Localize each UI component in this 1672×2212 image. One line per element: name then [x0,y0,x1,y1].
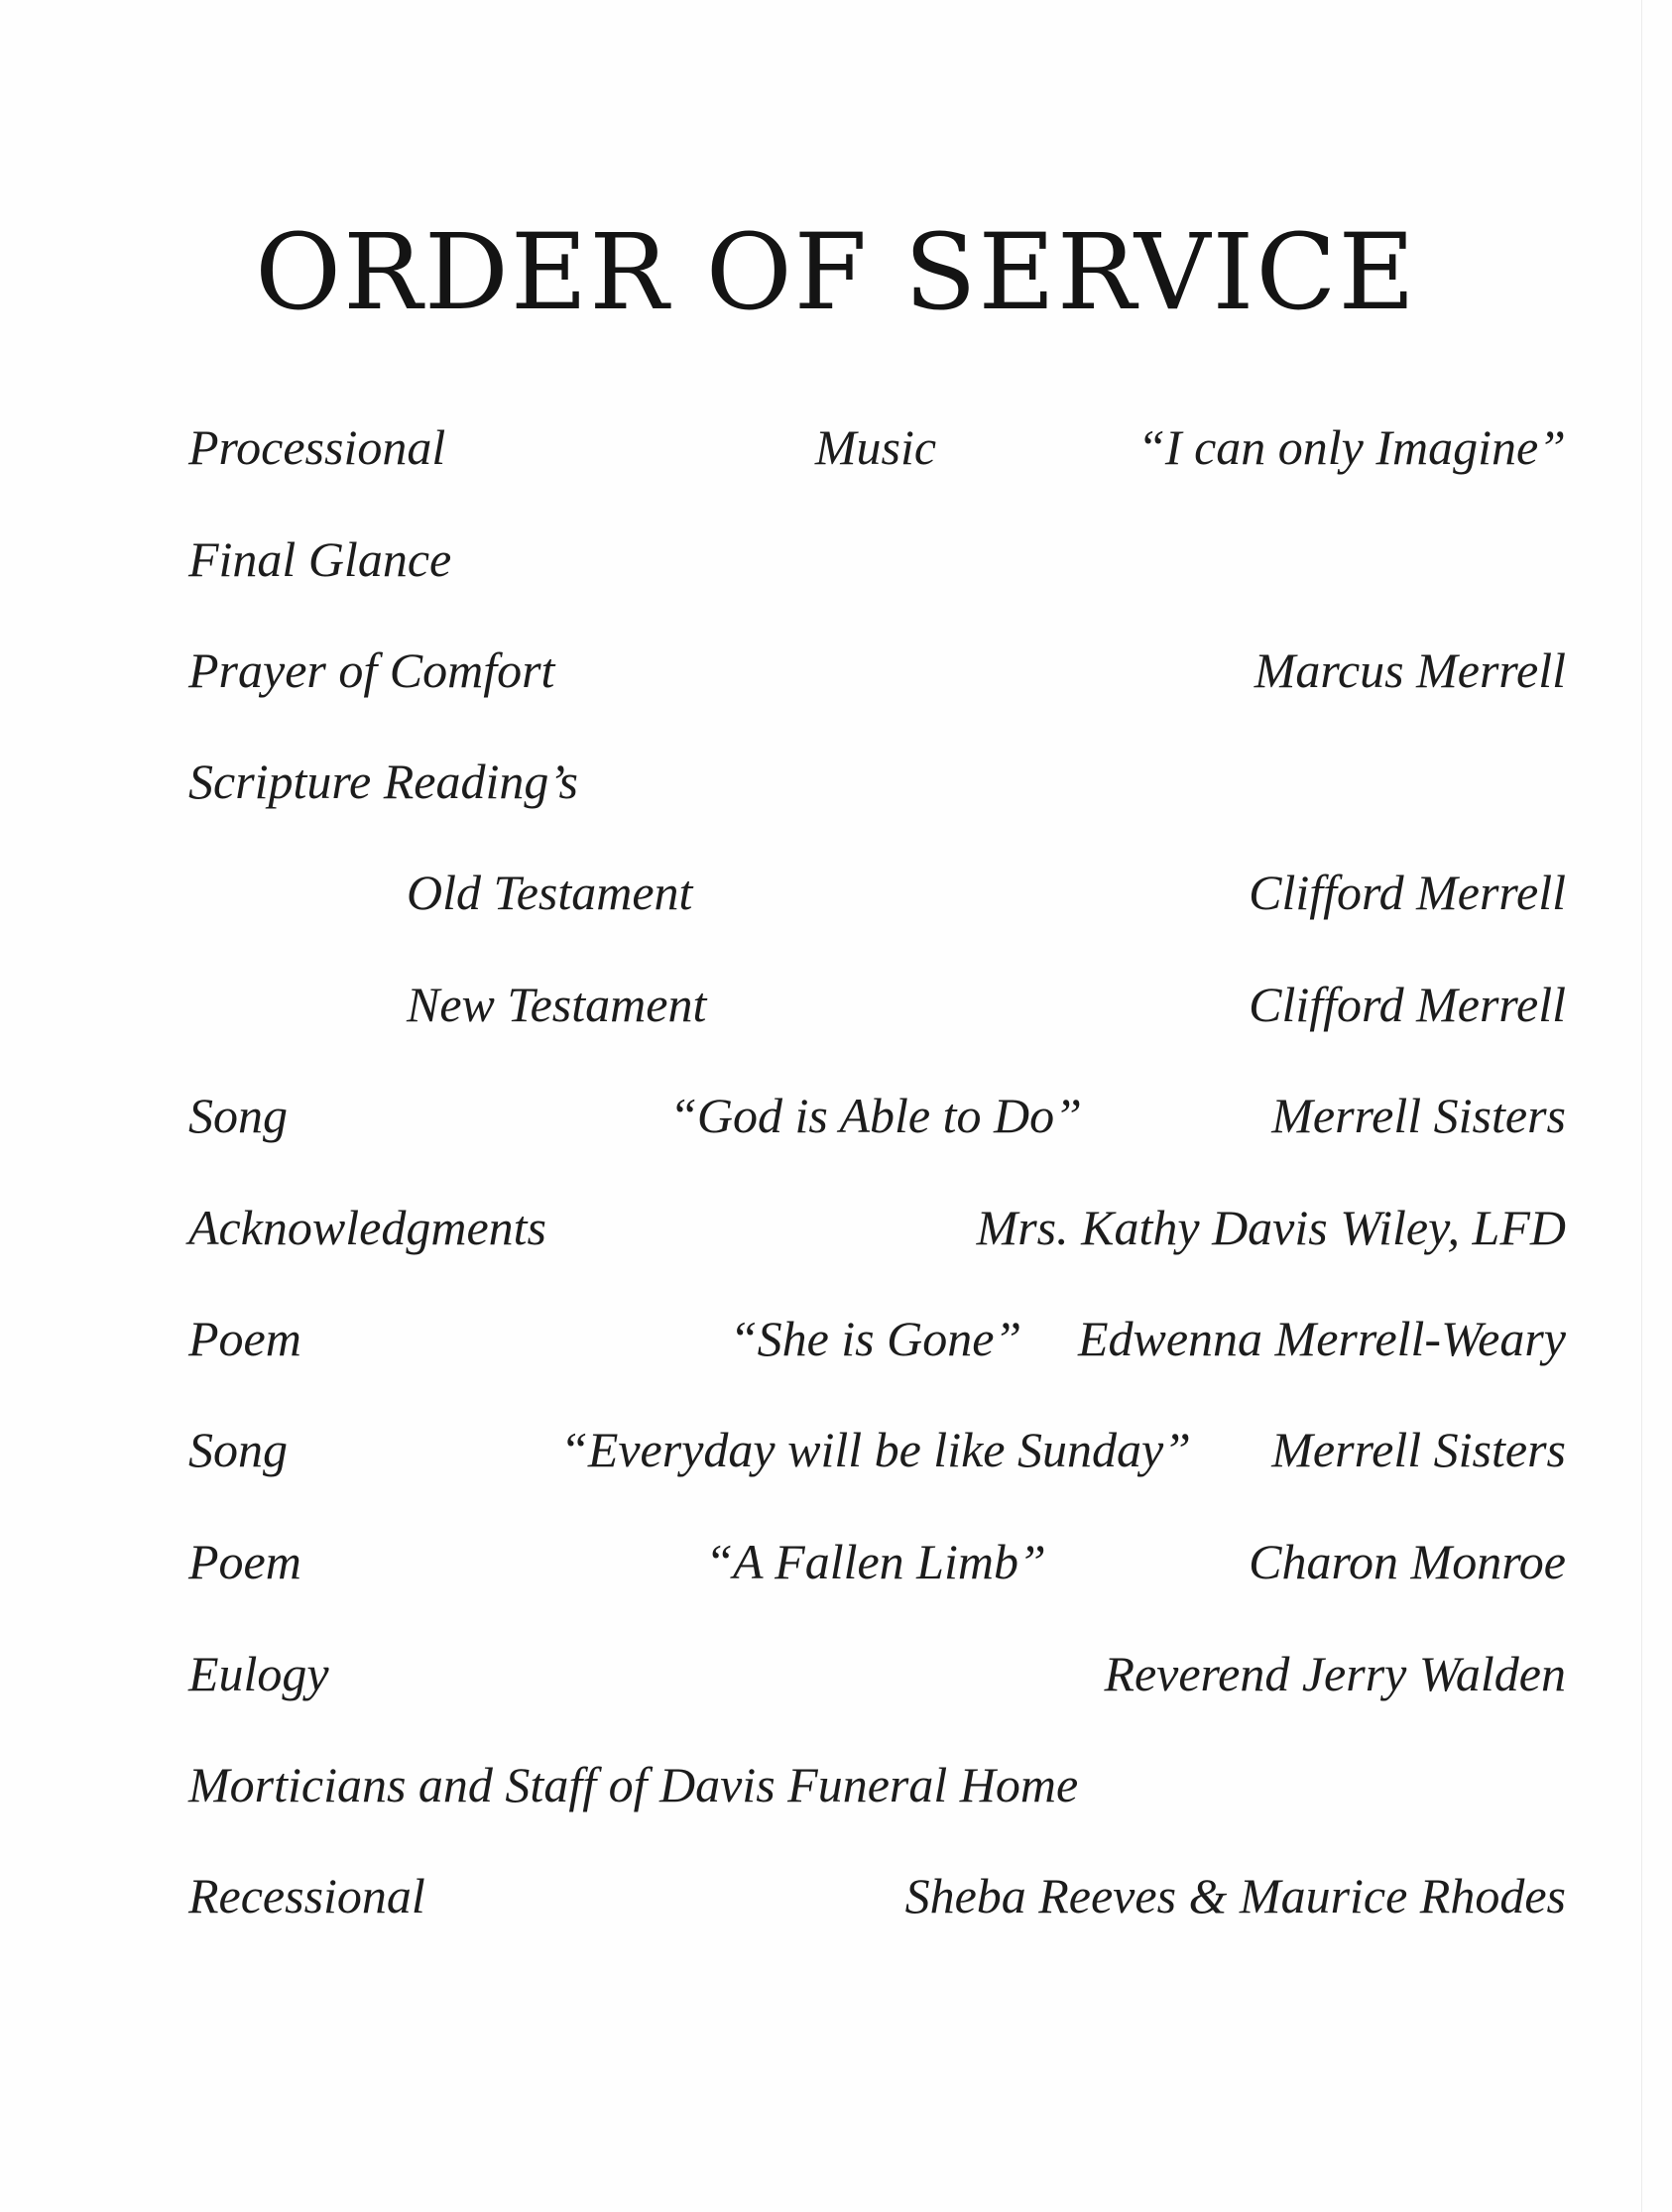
row-label: New Testament [407,977,707,1032]
row-right: Marcus Merrell [1254,642,1566,698]
row-middle: “She is Gone” [729,1311,1022,1366]
row-label: Morticians and Staff of Davis Funeral Home [188,1757,1079,1812]
row-middle: “God is Able to Do” [669,1088,1082,1143]
row-right: Sheba Reeves & Maurice Rhodes [904,1868,1566,1923]
row-label: Final Glance [188,531,452,587]
row-label: Old Testament [407,865,693,920]
row-right: “I can only Imagine” [1137,419,1566,475]
row-right: Merrell Sisters [1271,1088,1566,1143]
service-row-poem-1 [0,1309,1672,1378]
row-right: Charon Monroe [1249,1534,1566,1589]
row-right: Edwenna Merrell-Weary [1077,1311,1566,1366]
row-right: Merrell Sisters [1271,1422,1566,1477]
row-label: Song [188,1088,288,1143]
row-label: Poem [188,1534,301,1589]
row-label: Acknowledgments [188,1200,547,1255]
service-row-old-testament [0,863,1672,932]
service-row-scripture-readings [0,752,1672,821]
service-row-prayer-of-comfort [0,640,1672,710]
service-row-song-2 [0,1420,1672,1489]
row-label: Scripture Reading’s [188,754,579,809]
row-label: Prayer of Comfort [188,642,555,698]
row-right: Clifford Merrell [1249,977,1566,1032]
service-row-eulogy [0,1644,1672,1713]
row-label: Song [188,1422,288,1477]
row-label: Eulogy [188,1646,329,1701]
service-row-processional [0,417,1672,487]
row-right: Reverend Jerry Walden [1104,1646,1566,1701]
row-label: Recessional [188,1868,425,1923]
row-middle: “A Fallen Limb” [705,1534,1046,1589]
service-row-recessional [0,1866,1672,1935]
service-row-acknowledgments [0,1198,1672,1267]
page-title: ORDER OF SERVICE [255,211,1417,333]
row-label: Poem [188,1311,301,1366]
service-row-morticians [0,1755,1672,1824]
service-row-new-testament [0,975,1672,1044]
row-middle: Music [814,419,937,475]
service-row-final-glance [0,529,1672,599]
row-label: Processional [188,419,446,475]
service-row-poem-2 [0,1532,1672,1601]
service-row-song-1 [0,1086,1672,1155]
row-right: Clifford Merrell [1249,865,1566,920]
row-middle: “Everyday will be like Sunday” [560,1422,1191,1477]
row-right: Mrs. Kathy Davis Wiley, LFD [976,1200,1566,1255]
